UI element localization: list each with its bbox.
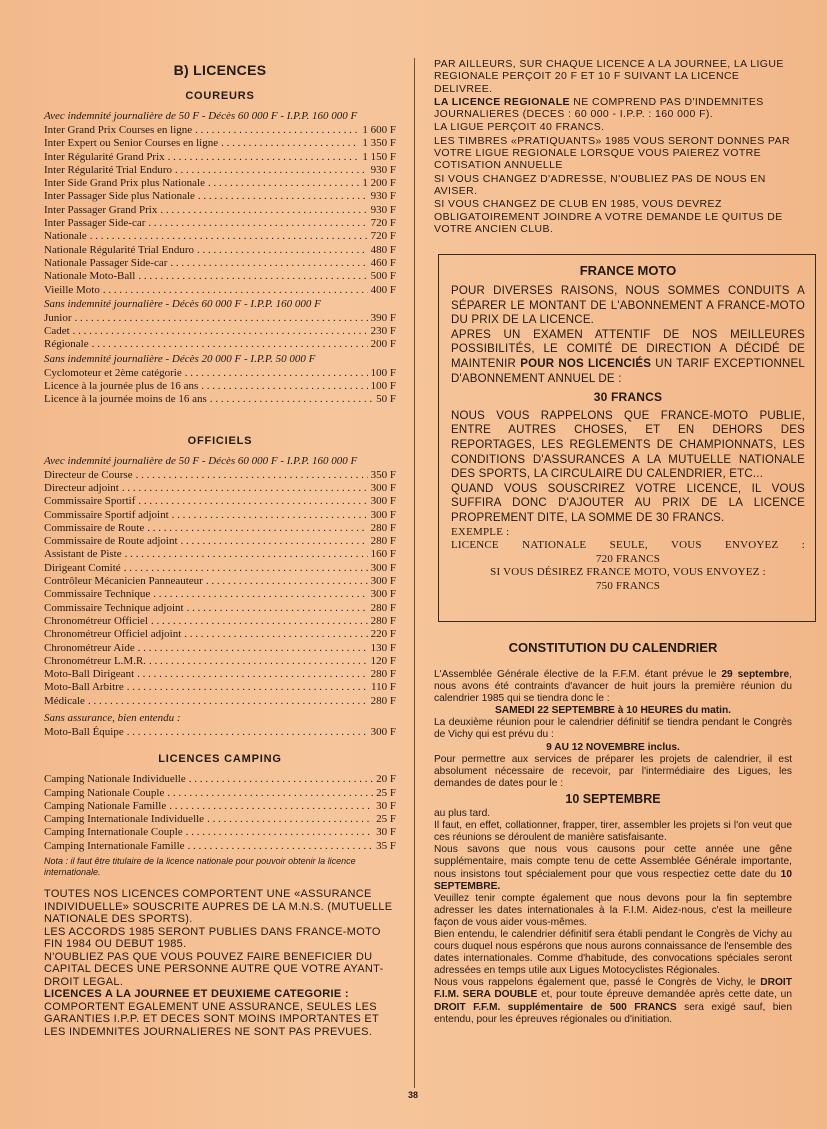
- para-adresse: SI VOUS CHANGEZ D'ADRESSE, N'OUBLIEZ PAS DE NOUS EN AVISER.: [434, 172, 766, 197]
- row-label: Inter Expert ou Senior Courses en ligne: [44, 137, 219, 150]
- row-label: Dirigeant Comité: [44, 561, 121, 574]
- row-label: Moto-Ball Arbitre: [44, 681, 124, 694]
- row-label: Camping Nationale Famille: [44, 799, 167, 812]
- row-price: 25 F: [376, 786, 396, 799]
- licences-title: B) LICENCES: [173, 62, 267, 78]
- coureurs-list-2: [44, 312, 396, 352]
- coureurs-note-1: Avec indemnité journalière de 50 F - Décès 60 000 F - I.P.P. 160 000 F: [44, 110, 358, 122]
- coureurs-list-1: [44, 124, 396, 297]
- leader-dots: [188, 840, 374, 853]
- licence-row: [44, 575, 396, 588]
- licence-row: [44, 562, 396, 575]
- row-price: 20 F: [376, 773, 396, 786]
- licence-row: [44, 509, 396, 522]
- row-price: 30 F: [376, 826, 396, 839]
- row-label: Licence à la journée moins de 16 ans: [44, 393, 207, 406]
- row-label: Commissaire de Route: [44, 521, 145, 534]
- camping-heading: LICENCES CAMPING: [158, 753, 282, 766]
- row-price: 280 F: [370, 535, 396, 548]
- leader-dots: [184, 628, 367, 641]
- officiels-list: [44, 469, 396, 708]
- france-moto-price: 30 FRANCS: [593, 390, 663, 405]
- row-price: 200 F: [370, 338, 396, 351]
- row-price: 300 F: [370, 508, 396, 521]
- column-divider: [414, 58, 415, 1088]
- row-label: Commissaire Sportif: [44, 495, 136, 508]
- page-number: 38: [408, 1090, 419, 1100]
- officiels-note-2: Sans assurance, bien entendu :: [44, 711, 181, 724]
- row-label: Moto-Ball Équipe: [44, 725, 124, 738]
- row-price: 280 F: [370, 614, 396, 627]
- example-1: LICENCE NATIONALE SEULE, VOUS ENVOYEZ :: [451, 539, 805, 551]
- row-price: 300 F: [370, 588, 396, 601]
- leader-dots: [127, 726, 368, 739]
- france-moto-p2-start: APRES UN EXAMEN ATTENTIF DE NOS MEILLEURES POSSIBILITÉS, LE COMITÉ DE DIRECTION A DÉCIDÉ DE MAINTENIR: [451, 328, 805, 370]
- row-price: 160 F: [370, 548, 396, 561]
- row-price: 100 F: [370, 380, 396, 393]
- france-moto-p2-end: UN TARIF EXCEPTIONNEL D'ABONNEMENT ANNUEL DE :: [451, 357, 805, 385]
- licence-row: [44, 151, 396, 164]
- licence-row: [44, 204, 396, 217]
- licence-row: [44, 257, 396, 270]
- row-price: 720 F: [370, 217, 396, 230]
- licence-row: [44, 137, 396, 150]
- row-price: 350 F: [370, 468, 396, 481]
- row-label: Cyclomoteur et 2ème catégorie: [44, 366, 182, 379]
- row-price: 30 F: [376, 799, 396, 812]
- row-price: 300 F: [370, 481, 396, 494]
- row-price: 1 200 F: [362, 177, 396, 190]
- row-label: Camping Nationale Individuelle: [44, 773, 186, 786]
- licence-row: [44, 655, 396, 668]
- officiels-heading: OFFICIELS: [187, 434, 253, 447]
- cal-p8: Bien entendu, le calendrier définitif sera établi pendant le Congrès de Vichy au cours duquel nous espérons que nous aurons connaissance de l'ensemble des dates internationales. Comme d'habitude, des convocations spéciales seront adressées en temps utile aux Ligues Motocyclistes Régionales.: [434, 928, 792, 977]
- licence-row: [44, 726, 396, 739]
- licence-row: [44, 230, 396, 243]
- france-moto-p2: [451, 328, 805, 386]
- cal-p6-a: Nous savons que nous vous causons pour cette année une gêne supplémentaire, mais compte tenu de cette Assemblée Générale importante, nous insistons tout spécialement pour que vous respectiez cette date du: [434, 844, 792, 880]
- licence-row: [44, 312, 396, 325]
- example-label: EXEMPLE :: [451, 525, 510, 538]
- row-label: Inter Passager Side-car: [44, 217, 146, 230]
- para-ligue-percoit: LA LIGUE PERÇOIT 40 FRANCS.: [434, 121, 605, 134]
- leader-dots: [175, 164, 368, 177]
- licence-row: [44, 681, 396, 694]
- row-label: Régionale: [44, 338, 89, 351]
- france-moto-p4: QUAND VOUS SOUSCRIREZ VOTRE LICENCE, IL VOUS SUFFIRA DONC D'AJOUTER AU PRIX DE LA LICENCE PROPREMENT DITE, LA SOMME DE 30 FRANCS.: [451, 482, 805, 524]
- licence-row: [44, 668, 396, 681]
- camping-row: [44, 840, 396, 853]
- row-label: Inter Grand Prix Courses en ligne: [44, 124, 193, 136]
- leader-dots: [151, 615, 368, 628]
- leader-dots: [136, 469, 368, 482]
- licence-row: [44, 628, 396, 641]
- france-moto-title: FRANCE MOTO: [579, 263, 677, 278]
- row-price: 280 F: [370, 694, 396, 707]
- cal-date-3: 10 SEPTEMBRE: [565, 791, 661, 806]
- cal-p3: Pour permettre aux services de préparer les projets de calendrier, il est absolument nécessaire de recevoir, par l'intermédiaire des Ligues, les demandes de dates pour le :: [434, 753, 792, 789]
- leader-dots: [201, 380, 367, 393]
- licence-row: [44, 270, 396, 283]
- para-ligue-journee: PAR AILLEURS, SUR CHAQUE LICENCE A LA JOURNEE, LA LIGUE REGIONALE PERÇOIT 20 F ET 10 F SUIVANT LA LICENCE DELIVREE.: [434, 58, 784, 95]
- row-label: Licence à la journée plus de 16 ans: [44, 380, 199, 393]
- cal-p6: [434, 844, 792, 892]
- row-label: Chronométreur Officiel: [44, 614, 148, 627]
- coureurs-heading: COUREURS: [185, 90, 255, 102]
- licence-row: [44, 367, 396, 380]
- row-label: Moto-Ball Dirigeant: [44, 668, 135, 681]
- row-label: Camping Internationale Individuelle: [44, 813, 205, 826]
- leader-dots: [103, 284, 368, 297]
- licence-row: [44, 482, 396, 495]
- cal-p9-c: et, pour toute épreuve demandée après cette date, un: [537, 989, 792, 1001]
- row-label: Nationale: [44, 230, 87, 243]
- licence-row: [44, 695, 396, 708]
- row-price: 220 F: [370, 628, 396, 641]
- para-licences-journee-bold: LICENCES A LA JOURNEE ET DEUXIEME CATEGORIE :: [44, 988, 349, 1001]
- row-label: Cadet: [44, 325, 70, 338]
- row-price: 130 F: [370, 641, 396, 654]
- row-label: Médicale: [44, 694, 85, 707]
- row-price: 1 600 F: [362, 124, 396, 136]
- leader-dots: [169, 800, 373, 813]
- leader-dots: [75, 312, 368, 325]
- row-label: Commissaire de Route adjoint: [44, 535, 178, 548]
- para-accords: LES ACCORDS 1985 SERONT PUBLIES DANS FRANCE-MOTO FIN 1984 OU DEBUT 1985.: [44, 925, 381, 951]
- france-moto-box: [438, 254, 816, 622]
- row-price: 100 F: [370, 366, 396, 379]
- leader-dots: [148, 217, 367, 230]
- row-label: Contrôleur Mécanicien Panneauteur: [44, 575, 203, 588]
- row-price: 120 F: [370, 654, 396, 667]
- row-price: 1 350 F: [362, 137, 396, 150]
- leader-dots: [137, 668, 368, 681]
- coureurs-note-2: Sans indemnité journalière - Décès 60 000 F - I.P.P. 160 000 F: [44, 297, 321, 310]
- leader-dots: [186, 826, 373, 839]
- cal-p9-b: DROIT F.I.M. SERA DOUBLE: [434, 977, 792, 1001]
- example-2-value: 750 FRANCS: [595, 579, 661, 592]
- cal-p1: [434, 669, 792, 705]
- coureurs-list-3: [44, 367, 396, 407]
- row-label: Inter Side Grand Prix plus Nationale: [44, 177, 205, 190]
- licence-regionale-rest: NE COMPREND PAS D'INDEMNITES JOURNALIERES (DECES : 60 000 - I.P.P. : 160 000 F).: [434, 95, 764, 121]
- leader-dots: [138, 642, 368, 655]
- licence-row: [44, 325, 396, 338]
- cal-p9-d: DROIT F.F.M. supplémentaire de 500 FRANCS: [434, 1001, 677, 1013]
- france-moto-p3: NOUS VOUS RAPPELONS QUE FRANCE-MOTO PUBLIE, ENTRE AUTRES CHOSES, ET EN DEHORS DES REPORTAGES, LES REGLEMENTS DE CHAMPIONNATS, LES CONDITIONS D'ASSURANCES A LA MUTUELLE NATIONALE DES SPORTS, LA CIRCULAIRE DU CALENDRIER, ETC...: [451, 409, 805, 481]
- row-label: Camping Internationale Couple: [44, 826, 183, 839]
- coureurs-note-3: Sans indemnité journalière - Décès 20 000 F - I.P.P. 50 000 F: [44, 352, 316, 365]
- leader-dots: [172, 509, 368, 522]
- row-price: 930 F: [370, 163, 396, 176]
- row-label: Directeur de Course: [44, 468, 133, 481]
- left-column: [44, 58, 396, 1038]
- leader-dots: [189, 773, 373, 786]
- row-label: Junior: [44, 311, 72, 324]
- row-label: Chronométreur Officiel adjoint: [44, 628, 182, 641]
- leader-dots: [167, 787, 373, 800]
- licence-row: [44, 469, 396, 482]
- row-price: 280 F: [370, 521, 396, 534]
- camping-row: [44, 826, 396, 839]
- row-price: 720 F: [370, 230, 396, 243]
- licence-row: [44, 164, 396, 177]
- leader-dots: [197, 244, 368, 257]
- officiels-list-2: [44, 726, 396, 739]
- leader-dots: [153, 588, 367, 601]
- licence-row: [44, 217, 396, 230]
- calendrier-section: [434, 640, 792, 1026]
- row-price: 1 150 F: [362, 150, 396, 163]
- camping-row: [44, 787, 396, 800]
- cal-p1-c: , nous avons été contraints d'avancer de huit jours la première réunion du calendrier 1985 qui se tiendra donc le :: [434, 669, 792, 705]
- licence-row: [44, 615, 396, 628]
- para-licence-regionale: [434, 96, 792, 121]
- row-label: Commissaire Technique: [44, 588, 151, 601]
- row-label: Assistant de Piste: [44, 548, 122, 561]
- france-moto-p2-bold: POUR NOS LICENCIÉS: [520, 357, 652, 370]
- officiels-note-1: Avec indemnité journalière de 50 F - Décès 60 000 F - I.P.P. 160 000 F: [44, 454, 358, 467]
- leader-dots: [149, 655, 368, 668]
- leader-dots: [187, 602, 368, 615]
- cal-date-2: 9 AU 12 NOVEMBRE inclus.: [546, 741, 680, 753]
- leader-dots: [181, 535, 368, 548]
- licence-row: [44, 602, 396, 615]
- row-label: Inter Régularité Trial Enduro: [44, 163, 173, 176]
- leader-dots: [125, 548, 368, 561]
- row-label: Inter Passager Side plus Nationale: [44, 190, 195, 203]
- row-price: 110 F: [371, 681, 396, 694]
- row-label: Commissaire Sportif adjoint: [44, 508, 169, 521]
- cal-date-1: SAMEDI 22 SEPTEMBRE à 10 HEURES du matin.: [494, 705, 732, 717]
- row-label: Commissaire Technique adjoint: [44, 601, 184, 614]
- camping-row: [44, 800, 396, 813]
- leader-dots: [207, 813, 373, 826]
- cal-p4: au plus tard.: [434, 808, 491, 820]
- leader-dots: [160, 204, 367, 217]
- licence-row: [44, 244, 396, 257]
- licence-row: [44, 380, 396, 393]
- row-price: 300 F: [370, 495, 396, 508]
- leader-dots: [90, 230, 368, 243]
- row-price: 280 F: [370, 601, 396, 614]
- row-label: Camping Nationale Couple: [44, 786, 165, 799]
- row-label: Inter Passager Grand Prix: [44, 203, 158, 216]
- row-label: Camping Internationale Famille: [44, 839, 185, 852]
- row-price: 35 F: [376, 839, 396, 852]
- row-price: 300 F: [370, 575, 396, 588]
- licence-regionale-bold: LA LICENCE REGIONALE: [434, 95, 570, 108]
- row-label: Nationale Passager Side-car: [44, 256, 168, 269]
- right-column: [434, 58, 792, 236]
- licence-row: [44, 393, 396, 406]
- para-club: SI VOUS CHANGEZ DE CLUB EN 1985, VOUS DEVREZ OBLIGATOIREMENT JOINDRE A VOTRE DEMANDE LE QUITUS DE VOTRE ANCIEN CLUB.: [434, 198, 783, 235]
- row-label: Nationale Régularité Trial Enduro: [44, 243, 194, 256]
- row-price: 300 F: [370, 725, 396, 738]
- leader-dots: [124, 562, 368, 575]
- france-moto-p1: POUR DIVERSES RAISONS, NOUS SOMMES CONDUITS A SÉPARER LE MONTANT DE L'ABONNEMENT A FRANCE-MOTO DU PRIX DE LA LICENCE.: [451, 285, 805, 327]
- calendrier-title: CONSTITUTION DU CALENDRIER: [508, 640, 718, 655]
- leader-dots: [168, 151, 360, 164]
- row-price: 390 F: [370, 311, 396, 324]
- licence-row: [44, 338, 396, 351]
- row-price: 930 F: [370, 203, 396, 216]
- licence-row: [44, 284, 396, 297]
- leader-dots: [122, 482, 368, 495]
- cal-p5: Il faut, en effet, collationner, frapper, tirer, assembler les projets si l'on veut que ces réunions se déroulent de manière satisfaisante.: [434, 820, 792, 844]
- row-label: Directeur adjoint: [44, 481, 119, 494]
- row-price: 50 F: [376, 393, 396, 406]
- leader-dots: [127, 681, 368, 694]
- cal-p1-a: L'Assemblée Générale élective de la F.F.M. étant prévue le: [434, 669, 722, 680]
- leader-dots: [147, 522, 367, 535]
- cal-p9-e: sera exigé sauf, bien entendu, pour les épreuves régionales ou d'initiation.: [434, 1001, 792, 1025]
- row-label: Vieille Moto: [44, 283, 100, 296]
- para-capital-deces: N'OUBLIEZ PAS QUE VOUS POUVEZ FAIRE BENEFICIER DU CAPITAL DECES UNE PERSONNE AUTRE QUE VOTRE AYANT-DROIT LEGAL.: [44, 950, 384, 988]
- camping-row: [44, 773, 396, 786]
- camping-row: [44, 813, 396, 826]
- cal-p7: Veuillez tenir compte également que nous devons pour la fin septembre adresser les dates internationales à la F.I.M. Aidez-nous, c'est la meilleure façon de vous aider vous-mêmes.: [434, 892, 792, 928]
- cal-p1-b: 29 septembre: [721, 669, 790, 680]
- leader-dots: [221, 137, 359, 150]
- cal-p9: [434, 977, 792, 1025]
- row-price: 25 F: [376, 813, 396, 826]
- leader-dots: [206, 575, 368, 588]
- row-price: 400 F: [370, 283, 396, 296]
- leader-dots: [138, 495, 367, 508]
- leader-dots: [195, 124, 359, 137]
- cal-p9-a: Nous vous rappelons également que, passé le Congrès de Vichy, le: [434, 977, 761, 989]
- licence-row: [44, 124, 396, 137]
- para-licences-journee: [44, 988, 396, 1038]
- leader-dots: [210, 393, 373, 406]
- licence-row: [44, 548, 396, 561]
- row-price: 300 F: [370, 561, 396, 574]
- licence-row: [44, 535, 396, 548]
- row-price: 280 F: [370, 668, 396, 681]
- leader-dots: [92, 338, 368, 351]
- row-price: 460 F: [370, 256, 396, 269]
- leader-dots: [185, 367, 368, 380]
- cal-p6-b: 10 SEPTEMBRE.: [434, 868, 792, 892]
- leader-dots: [170, 257, 367, 270]
- example-1-value: 720 FRANCS: [595, 552, 661, 565]
- row-price: 930 F: [370, 190, 396, 203]
- camping-nota: Nota : il faut être titulaire de la licence nationale pour pouvoir obtenir la licence internationale.: [44, 856, 356, 878]
- row-price: 500 F: [370, 270, 396, 283]
- row-label: Chronométreur L.M.R.: [44, 654, 147, 667]
- row-label: Nationale Moto-Ball: [44, 270, 136, 283]
- licence-row: [44, 177, 396, 190]
- camping-list: [44, 773, 396, 853]
- licence-row: [44, 190, 396, 203]
- licence-row: [44, 522, 396, 535]
- licence-row: [44, 495, 396, 508]
- para-timbres: LES TIMBRES «PRATIQUANTS» 1985 VOUS SERONT DONNES PAR VOTRE LIGUE REGIONALE LORSQUE VOUS PAIEREZ VOTRE COTISATION ANNUELLE: [434, 134, 790, 172]
- row-price: 230 F: [370, 325, 396, 338]
- leader-dots: [208, 177, 359, 190]
- row-label: Chronométreur Aide: [44, 641, 135, 654]
- para-licences-journee-rest: COMPORTENT EGALEMENT UNE ASSURANCE, SEULES LES GARANTIES I.P.P. ET DECES SONT MOINS IMPORTANTES ET LES INDEMNITES JOURNALIERES NE SONT PAS PREVUES.: [44, 1000, 379, 1038]
- leader-dots: [73, 325, 368, 338]
- para-assurance: TOUTES NOS LICENCES COMPORTENT UNE «ASSURANCE INDIVIDUELLE» SOUSCRITE AUPRES DE LA M.N.S. (MUTUELLE NATIONALE DES SPORTS).: [44, 888, 393, 926]
- row-price: 480 F: [370, 243, 396, 256]
- cal-p2: La deuxième réunion pour le calendrier définitif se tiendra pendant le Congrès de Vichy qui est prévu du :: [434, 717, 792, 741]
- licence-row: [44, 588, 396, 601]
- example-2: SI VOUS DÉSIREZ FRANCE MOTO, VOUS ENVOYEZ :: [490, 566, 766, 578]
- row-label: Inter Régularité Grand Prix: [44, 150, 165, 163]
- licence-row: [44, 642, 396, 655]
- leader-dots: [198, 190, 368, 203]
- leader-dots: [88, 695, 368, 708]
- leader-dots: [138, 270, 367, 283]
